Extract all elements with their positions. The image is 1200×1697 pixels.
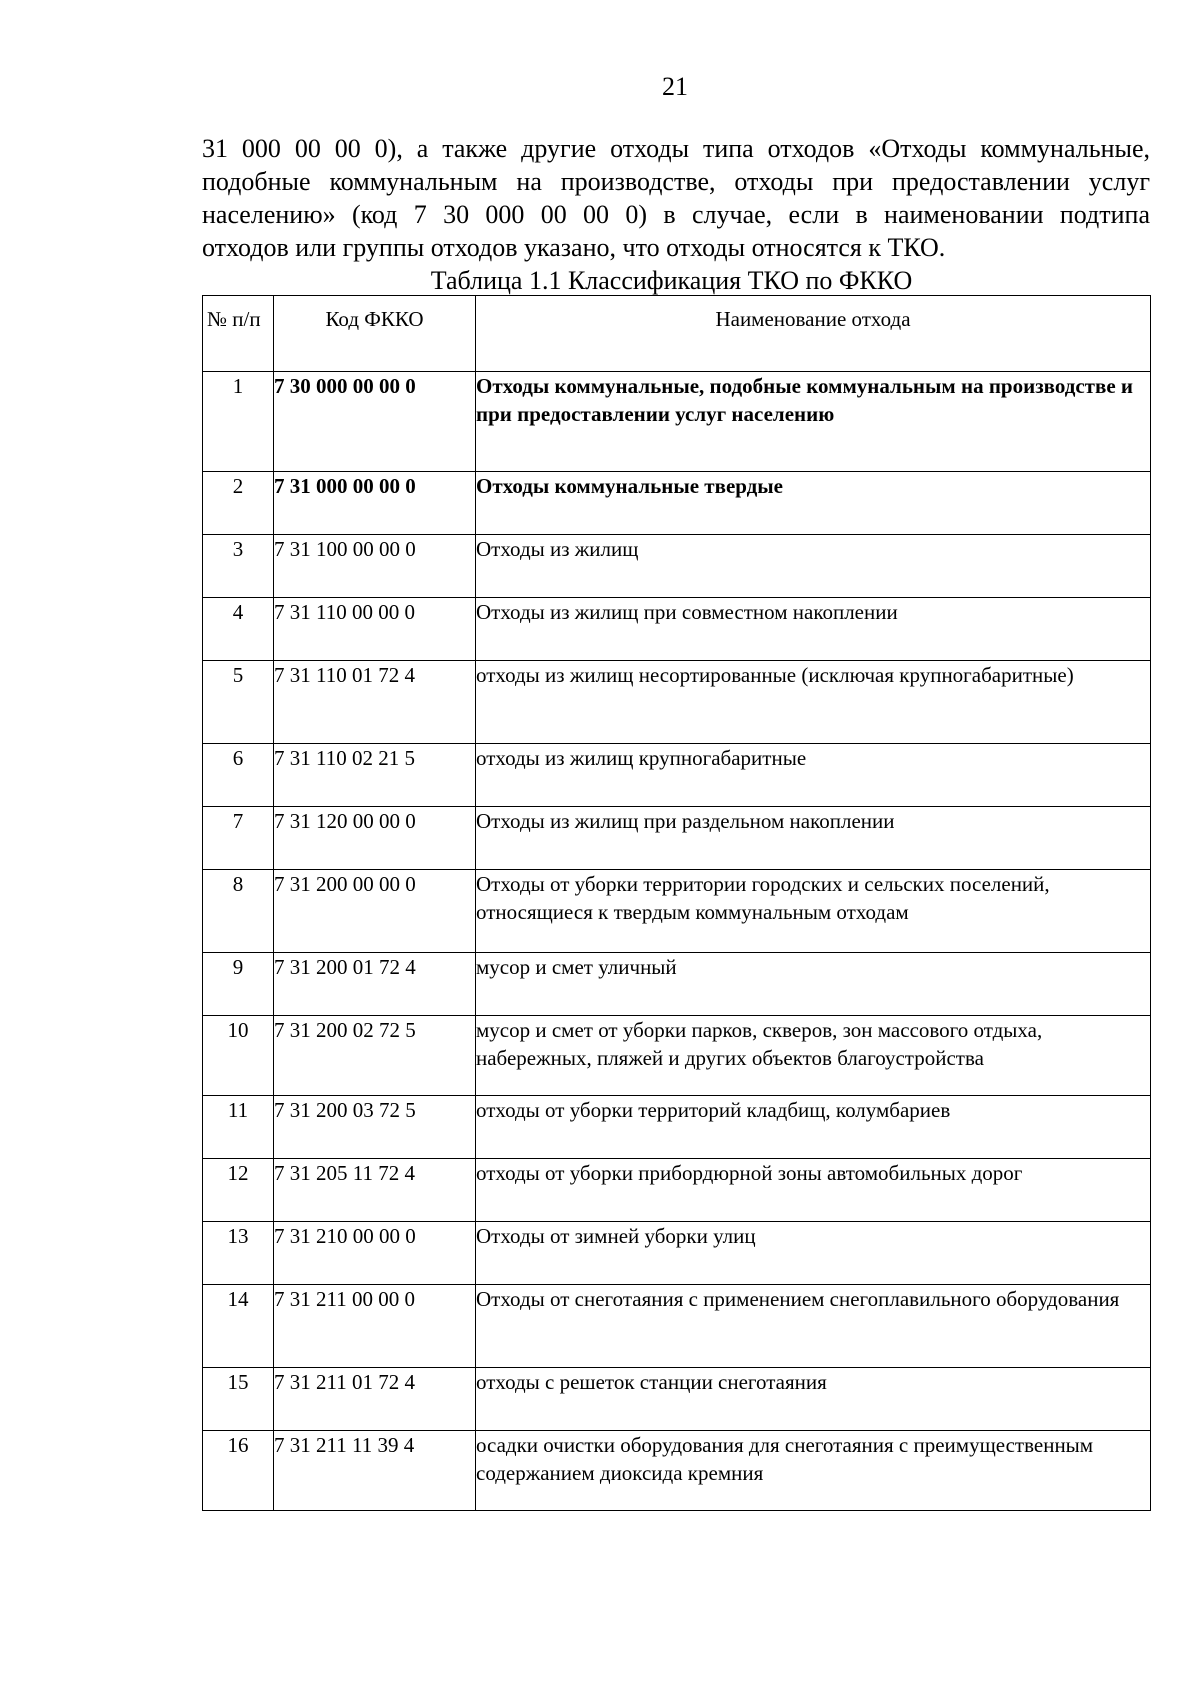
table-row — [203, 807, 1151, 870]
cell-code: 7 31 200 00 00 0 — [274, 870, 476, 953]
cell-code: 7 31 200 03 72 5 — [274, 1096, 476, 1159]
page-number: 21 — [662, 72, 688, 101]
table-caption: Таблица 1.1 Классификация ТКО по ФККО — [430, 266, 913, 295]
cell-name-text: мусор и смет от уборки парков, скверов, зон массового отдыха, набережных, пляжей и других объектов благоустройства — [476, 1018, 1043, 1070]
cell-name — [476, 1096, 1151, 1159]
cell-name-text: Отходы от снеготаяния с применением снегоплавильного оборудования — [476, 1287, 1120, 1311]
cell-name-text: отходы от уборки прибордюрной зоны автомобильных дорог — [476, 1161, 1023, 1185]
cell-name-text: отходы из жилищ несортированные (исключая крупногабаритные) — [476, 663, 1074, 687]
cell-num: 4 — [203, 598, 274, 661]
table-row — [203, 1368, 1151, 1431]
cell-name — [476, 744, 1151, 807]
cell-name — [476, 1285, 1151, 1368]
table-row — [203, 372, 1151, 472]
intro-line: населению» (код 7 30 000 00 00 0) в случае, если в наименовании подтипа — [202, 200, 1150, 229]
cell-num: 16 — [203, 1431, 274, 1511]
cell-name-text: отходы от уборки территорий кладбищ, колумбариев — [476, 1098, 951, 1122]
cell-name — [476, 598, 1151, 661]
cell-name — [476, 535, 1151, 598]
intro-line: подобные коммунальным на производстве, отходы при предоставлении услуг — [202, 167, 1150, 196]
cell-name-text: отходы с решеток станции снеготаяния — [476, 1370, 827, 1394]
table-row — [203, 535, 1151, 598]
cell-num: 11 — [203, 1096, 274, 1159]
cell-num: 9 — [203, 953, 274, 1016]
table-row — [203, 598, 1151, 661]
cell-name — [476, 807, 1151, 870]
cell-name-text: Отходы коммунальные, подобные коммунальным на производстве и при предоставлении услуг населению — [476, 374, 1133, 426]
intro-line: 31 000 00 00 0), а также другие отходы типа отходов «Отходы коммунальные, — [202, 134, 1150, 163]
cell-name — [476, 1222, 1151, 1285]
cell-name-text: Отходы из жилищ — [476, 537, 639, 561]
cell-name-text: мусор и смет уличный — [476, 955, 677, 979]
header-name: Наименование отхода — [476, 296, 1151, 372]
cell-num: 3 — [203, 535, 274, 598]
cell-name — [476, 870, 1151, 953]
cell-code: 7 31 120 00 00 0 — [274, 807, 476, 870]
table-row — [203, 1159, 1151, 1222]
cell-num: 13 — [203, 1222, 274, 1285]
table-row — [203, 1096, 1151, 1159]
cell-code: 7 31 000 00 00 0 — [274, 472, 476, 535]
cell-code: 7 31 210 00 00 0 — [274, 1222, 476, 1285]
cell-name — [476, 472, 1151, 535]
cell-num: 10 — [203, 1016, 274, 1096]
table-row — [203, 472, 1151, 535]
cell-num: 14 — [203, 1285, 274, 1368]
header-code: Код ФККО — [274, 296, 476, 372]
table-row — [203, 1285, 1151, 1368]
intro-paragraph — [202, 132, 1150, 264]
intro-line: отходов или группы отходов указано, что отходы относятся к ТКО. — [202, 233, 946, 262]
cell-name-text: Отходы из жилищ при раздельном накоплении — [476, 809, 895, 833]
table-body — [203, 372, 1151, 1511]
table-row — [203, 1222, 1151, 1285]
cell-name — [476, 953, 1151, 1016]
cell-code: 7 31 110 02 21 5 — [274, 744, 476, 807]
header-num: № п/п — [203, 296, 274, 372]
cell-code: 7 31 100 00 00 0 — [274, 535, 476, 598]
cell-name-text: Отходы от уборки территории городских и сельских поселений, относящиеся к твердым коммунальным отходам — [476, 872, 1050, 924]
cell-name — [476, 1368, 1151, 1431]
table-row — [203, 744, 1151, 807]
cell-code: 7 30 000 00 00 0 — [274, 372, 476, 472]
cell-code: 7 31 200 01 72 4 — [274, 953, 476, 1016]
cell-name — [476, 372, 1151, 472]
cell-code: 7 31 200 02 72 5 — [274, 1016, 476, 1096]
cell-name-text: Отходы коммунальные твердые — [476, 474, 784, 498]
cell-name-text: Отходы из жилищ при совместном накоплении — [476, 600, 898, 624]
cell-code: 7 31 211 00 00 0 — [274, 1285, 476, 1368]
cell-num: 1 — [203, 372, 274, 472]
cell-num: 5 — [203, 661, 274, 744]
cell-code: 7 31 110 00 00 0 — [274, 598, 476, 661]
table-row — [203, 1016, 1151, 1096]
cell-code: 7 31 211 11 39 4 — [274, 1431, 476, 1511]
cell-code: 7 31 205 11 72 4 — [274, 1159, 476, 1222]
cell-name — [476, 1431, 1151, 1511]
table-row — [203, 661, 1151, 744]
table-header-row — [203, 296, 1151, 372]
table-row — [203, 953, 1151, 1016]
fkko-table — [202, 295, 1151, 1511]
cell-code: 7 31 110 01 72 4 — [274, 661, 476, 744]
table-row — [203, 870, 1151, 953]
table-row — [203, 1431, 1151, 1511]
cell-name-text: Отходы от зимней уборки улиц — [476, 1224, 756, 1248]
cell-num: 8 — [203, 870, 274, 953]
cell-name — [476, 1016, 1151, 1096]
cell-name-text: осадки очистки оборудования для снеготаяния с преимущественным содержанием диоксида кремния — [476, 1433, 1094, 1485]
cell-num: 2 — [203, 472, 274, 535]
cell-name — [476, 661, 1151, 744]
cell-num: 12 — [203, 1159, 274, 1222]
cell-num: 7 — [203, 807, 274, 870]
cell-num: 15 — [203, 1368, 274, 1431]
cell-name — [476, 1159, 1151, 1222]
cell-num: 6 — [203, 744, 274, 807]
cell-name-text: отходы из жилищ крупногабаритные — [476, 746, 807, 770]
cell-code: 7 31 211 01 72 4 — [274, 1368, 476, 1431]
